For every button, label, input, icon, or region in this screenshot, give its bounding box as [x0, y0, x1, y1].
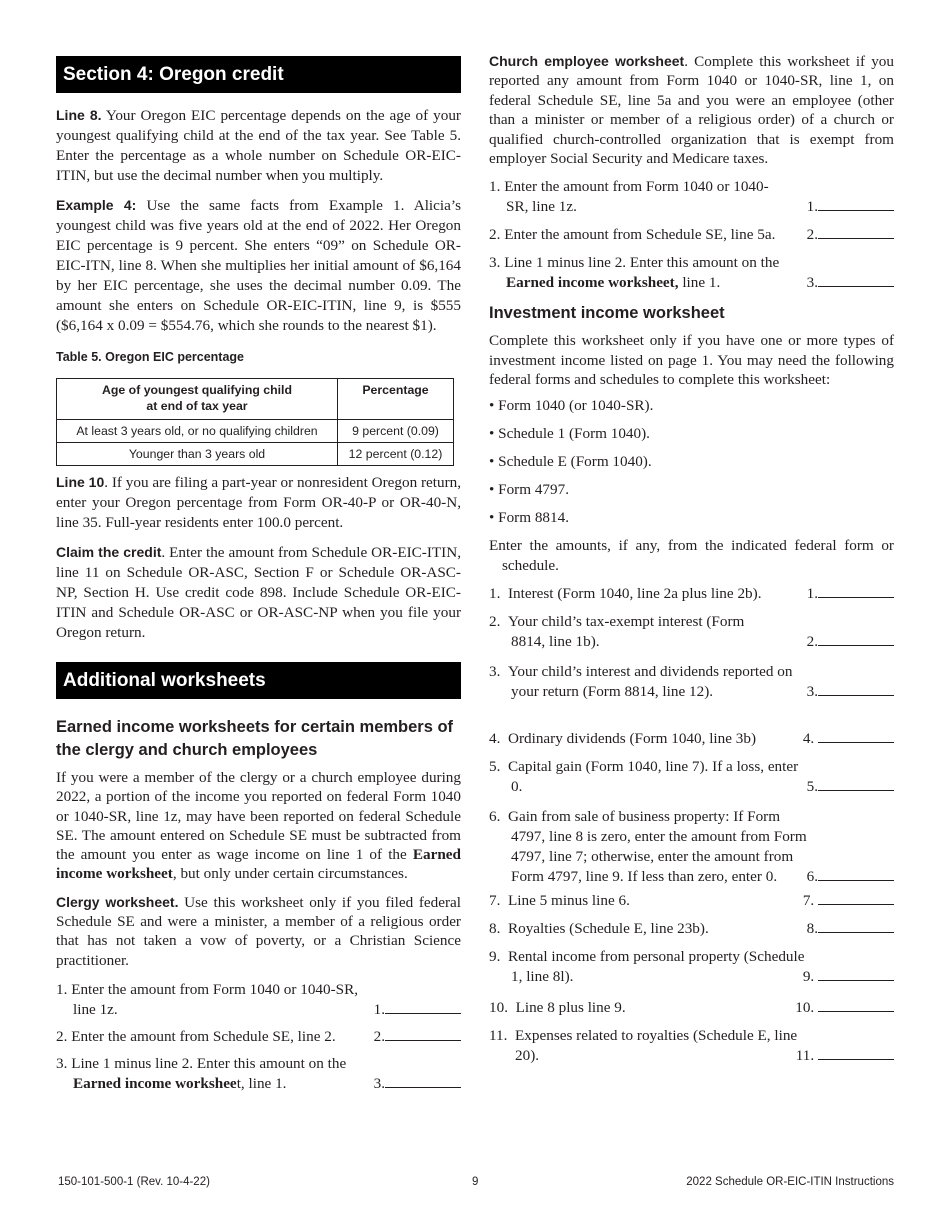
worksheet-line: 9. Rental income from personal property (Schedule 1, line 8l). 9.: [489, 947, 894, 987]
clergy-paragraph: Clergy worksheet. Use this worksheet only if you filed federal Schedule SE and were a minister, a member of a religious order that has not taken a vow of poverty, or a Christian Science practitioner.: [56, 893, 461, 969]
line10-paragraph: Line 10. If you are filing a part-year or nonresident Oregon return, enter your Oregon percentage from Form OR-40-P or OR-40-N, line 35. Full-year residents enter 100.0 percent.: [56, 474, 462, 531]
worksheet-line: 2. Your child’s tax-exempt interest (Form 8814, line 1b). 2.: [489, 612, 894, 652]
line-9-entry-field[interactable]: [818, 966, 894, 981]
footer-form-id: 150-101-500-1 (Rev. 10-4-22): [58, 1176, 210, 1188]
line-3-entry-field[interactable]: [818, 681, 894, 696]
investment-income-heading: Investment income worksheet: [489, 304, 725, 323]
worksheet-line: 3. Your child’s interest and dividends reported on your return (Form 8814, line 12). 3.: [489, 662, 894, 702]
section4-header: Section 4: Oregon credit: [56, 56, 461, 93]
worksheet-line: 2. Enter the amount from Schedule SE, line 2. 2.: [56, 1027, 461, 1047]
additional-worksheets-header: Additional worksheets: [56, 662, 461, 699]
church-worksheet: [489, 177, 894, 293]
table5-caption: Table 5. Oregon EIC percentage: [56, 350, 245, 364]
line-4-entry-field[interactable]: [818, 728, 894, 743]
line-1-entry-field[interactable]: [818, 196, 894, 211]
footer-title: 2022 Schedule OR-EIC-ITIN Instructions: [686, 1176, 894, 1188]
table-cell: Younger than 3 years old: [57, 443, 338, 466]
investment-worksheet: [489, 584, 894, 1066]
percentage-column-header: Percentage: [338, 379, 454, 420]
earned-income-paragraph: If you were a member of the clergy or a church employee during 2022, a portion of the income you reported on federal Form 1040 or 1040-SR, line 1z, may have been reported on federal Schedule SE. The amount entered on Schedule SE must be subtracted from the amount you enter as wage income on line 1 of the Earned income worksheet, but only under certain circumstances.: [56, 769, 461, 883]
worksheet-line: 1. Enter the amount from Form 1040 or 1040-SR, line 1z. 1.: [489, 177, 894, 217]
line-2-entry-field[interactable]: [818, 224, 894, 239]
footer-page-number: 9: [472, 1176, 479, 1188]
line-2-entry-field[interactable]: [385, 1026, 461, 1041]
line-7-entry-field[interactable]: [818, 890, 894, 905]
line-6-entry-field[interactable]: [818, 866, 894, 881]
worksheet-line: 3. Line 1 minus line 2. Enter this amount on the Earned income worksheet, line 1. 3.: [56, 1054, 461, 1094]
worksheet-line: 2. Enter the amount from Schedule SE, line 5a. 2.: [489, 225, 894, 245]
worksheet-line: 6. Gain from sale of business property: If Form 4797, line 8 is zero, enter the amount from Form 4797, line 7; otherwise, enter the amount from Form 4797, line 9. If less than zero, enter 0. 6.: [489, 807, 894, 887]
worksheet-line: 1. Enter the amount from Form 1040 or 1040-SR, line 1z. 1.: [56, 980, 461, 1020]
example4-paragraph: Example 4: Use the same facts from Example 1. Alicia’s youngest child was five years old at the end of 2022. Her Oregon EIC percentage is 9 percent. She enters “09” on Schedule OR-EIC-ITN, line 8. When she multiplies her initial amount of $6,164 by her EIC percentage, she uses the decimal number 0.09. The amount she enters on Schedule OR-EIC-ITIN, line 9, is $555 ($6,164 x 0.09 = $554.76, which she rounds to the nearest $1).: [56, 197, 461, 334]
table-row: [57, 420, 454, 443]
table-cell: 12 percent (0.12): [338, 443, 454, 466]
worksheet-line: 5. Capital gain (Form 1040, line 7). If a loss, enter 0. 5.: [489, 757, 894, 797]
left-column: [56, 52, 461, 1094]
line-2-entry-field[interactable]: [818, 631, 894, 646]
table-header-row: [57, 379, 454, 420]
enter-amounts-paragraph: Enter the amounts, if any, from the indicated federal form or schedule.: [489, 536, 894, 574]
list-item: • Form 8814.: [489, 508, 570, 526]
worksheet-line: 11. Expenses related to royalties (Schedule E, line 20). 11.: [489, 1026, 894, 1066]
list-item: • Form 1040 (or 1040-SR).: [489, 396, 654, 414]
worksheet-line: 4. Ordinary dividends (Form 1040, line 3b) 4.: [489, 729, 894, 749]
worksheet-line: 3. Line 1 minus line 2. Enter this amount on the Earned income worksheet, line 1. 3.: [489, 253, 894, 293]
worksheet-line: 7. Line 5 minus line 6. 7.: [489, 891, 894, 911]
eic-percentage-table: [56, 378, 454, 466]
table-row: [57, 443, 454, 466]
age-column-header: Age of youngest qualifying child at end of tax year: [57, 379, 338, 420]
table-cell: At least 3 years old, or no qualifying children: [57, 420, 338, 443]
earned-income-heading: Earned income worksheets for certain members of the clergy and church employees: [56, 718, 454, 759]
church-employee-paragraph: Church employee worksheet. Complete this worksheet if you reported any amount from Form 1040 or 1040-SR, line 1, on federal Schedule SE, line 5a and you were an employee (other than a minister or member of a religious order) of a church or qualified church-controlled organization that is exempt from employer Social Security and Medicare taxes.: [489, 53, 894, 168]
worksheet-line: 10. Line 8 plus line 9. 10.: [489, 998, 894, 1018]
line-1-entry-field[interactable]: [818, 583, 894, 598]
investment-intro-paragraph: Complete this worksheet only if you have one or more types of investment income listed on page 1. You may need the following federal forms and schedules to complete this worksheet:: [489, 332, 894, 389]
list-item: • Form 4797.: [489, 480, 570, 498]
line8-paragraph: Line 8. Your Oregon EIC percentage depends on the age of your youngest qualifying child at the end of the tax year. See Table 5. Enter the percentage as a whole number on Schedule OR-EIC-ITIN, but use the decimal number when you multiply.: [56, 107, 461, 184]
line-5-entry-field[interactable]: [818, 776, 894, 791]
line-11-entry-field[interactable]: [818, 1045, 894, 1060]
line-8-entry-field[interactable]: [818, 918, 894, 933]
claim-credit-paragraph: Claim the credit. Enter the amount from Schedule OR-EIC-ITIN, line 11 on Schedule OR-ASC, Section F or Schedule OR-ASC-NP, Section H. Use credit code 898. Include Schedule OR-EIC-ITIN and Schedule OR-ASC or OR-ASC-NP when you file your Oregon return.: [56, 544, 461, 641]
right-column: [489, 52, 894, 1066]
line-10-entry-field[interactable]: [818, 997, 894, 1012]
table-cell: 9 percent (0.09): [338, 420, 454, 443]
worksheet-line: 1. Interest (Form 1040, line 2a plus line 2b). 1.: [489, 584, 894, 604]
forms-bullet-list: [489, 396, 894, 528]
line-1-entry-field[interactable]: [385, 999, 461, 1014]
worksheet-line: 8. Royalties (Schedule E, line 23b). 8.: [489, 919, 894, 939]
clergy-worksheet: [56, 980, 461, 1094]
line-3-entry-field[interactable]: [818, 272, 894, 287]
line-3-entry-field[interactable]: [385, 1073, 461, 1088]
list-item: • Schedule 1 (Form 1040).: [489, 424, 650, 442]
list-item: • Schedule E (Form 1040).: [489, 452, 652, 470]
